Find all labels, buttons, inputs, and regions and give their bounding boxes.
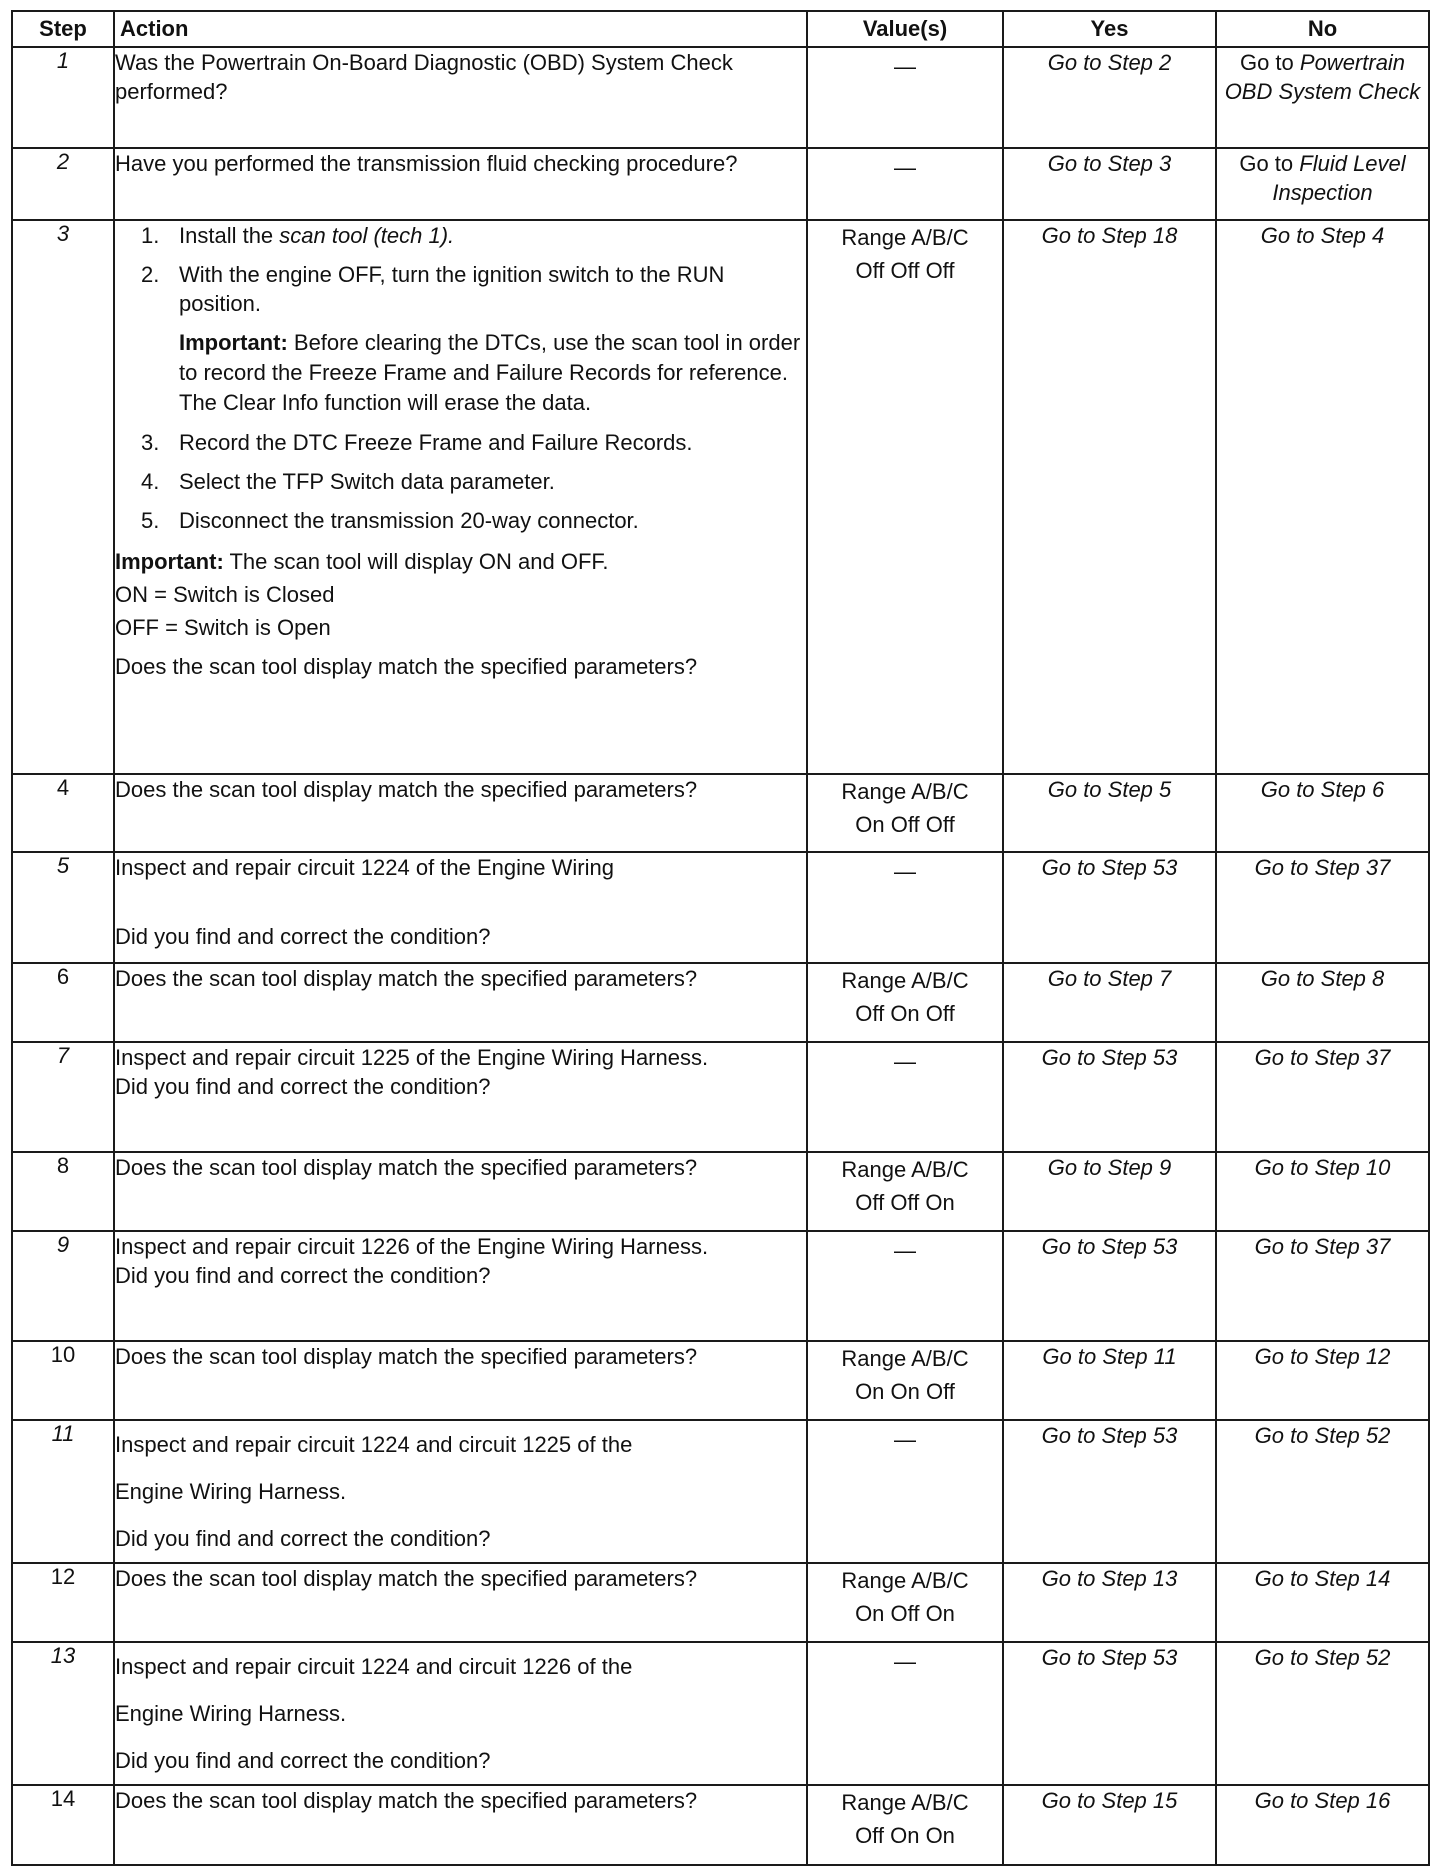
action-text: Engine Wiring Harness. <box>115 1701 347 1726</box>
value-cell: — <box>807 1042 1003 1152</box>
value-cell: — <box>807 148 1003 220</box>
step-number: 7 <box>12 1042 114 1152</box>
yes-cell: Go to Step 11 <box>1003 1341 1216 1420</box>
value-cell: Range A/B/C On On Off <box>807 1341 1003 1420</box>
table-row <box>12 963 1429 1042</box>
action-cell <box>114 1231 807 1341</box>
value-cell: Range A/B/C Off Off Off <box>807 220 1003 774</box>
step-number: 9 <box>12 1231 114 1341</box>
table-row <box>12 1785 1429 1865</box>
yes-cell: Go to Step 53 <box>1003 1231 1216 1341</box>
step-number: 8 <box>12 1152 114 1231</box>
on-definition: ON = Switch is Closed <box>115 582 335 607</box>
table-row <box>12 1642 1429 1785</box>
action-text: Engine Wiring Harness. <box>115 1479 347 1504</box>
question: Did you find and correct the condition? <box>115 1074 491 1099</box>
action-cell: Does the scan tool display match the specified parameters? <box>114 1341 807 1420</box>
no-cell: Go to Step 4 <box>1216 220 1429 774</box>
value-cell: — <box>807 47 1003 148</box>
action-cell <box>114 1042 807 1152</box>
step-number: 1 <box>12 47 114 148</box>
diagnostic-table <box>11 10 1430 1866</box>
table-row <box>12 1420 1429 1563</box>
header-no: No <box>1216 11 1429 47</box>
no-cell: Go to Step 16 <box>1216 1785 1429 1865</box>
action-cell: Does the scan tool display match the specified parameters? <box>114 1563 807 1642</box>
yes-cell: Go to Step 9 <box>1003 1152 1216 1231</box>
procedure-list <box>115 428 806 535</box>
value-cell: Range A/B/C Off On On <box>807 1785 1003 1865</box>
action-text: Inspect and repair circuit 1224 and circuit 1225 of the <box>115 1432 633 1457</box>
step-number: 12 <box>12 1563 114 1642</box>
important-note: Important: The scan tool will display ON and OFF. <box>115 549 609 574</box>
value-cell: Range A/B/C Off Off On <box>807 1152 1003 1231</box>
value-cell: — <box>807 1642 1003 1785</box>
table-row <box>12 1563 1429 1642</box>
question: Does the scan tool display match the specified parameters? <box>115 654 698 679</box>
step-number: 10 <box>12 1341 114 1420</box>
action-cell: Does the scan tool display match the specified parameters? <box>114 1785 807 1865</box>
no-cell: Go to Step 14 <box>1216 1563 1429 1642</box>
header-action: Action <box>114 11 807 47</box>
yes-cell: Go to Step 15 <box>1003 1785 1216 1865</box>
step-number: 14 <box>12 1785 114 1865</box>
off-definition: OFF = Switch is Open <box>115 615 331 640</box>
header-step: Step <box>12 11 114 47</box>
table-row <box>12 852 1429 963</box>
yes-cell: Go to Step 13 <box>1003 1563 1216 1642</box>
no-cell <box>1216 47 1429 148</box>
no-prefix: Go to <box>1239 151 1294 176</box>
no-cell: Go to Step 12 <box>1216 1341 1429 1420</box>
table-row <box>12 1152 1429 1231</box>
yes-cell: Go to Step 18 <box>1003 220 1216 774</box>
action-cell <box>114 220 807 774</box>
action-cell: Have you performed the transmission fluid checking procedure? <box>114 148 807 220</box>
no-cell: Go to Step 52 <box>1216 1420 1429 1563</box>
no-reference: Powertrain OBD System Check <box>1224 50 1421 104</box>
header-row <box>12 11 1429 47</box>
list-item: 2. With the engine OFF, turn the ignition switch to the RUN position. <box>141 262 725 316</box>
no-cell: Go to Step 52 <box>1216 1642 1429 1785</box>
question: Did you find and correct the condition? <box>115 1748 491 1773</box>
action-cell: Does the scan tool display match the specified parameters? <box>114 1152 807 1231</box>
value-cell: Range A/B/C Off On Off <box>807 963 1003 1042</box>
action-text: Inspect and repair circuit 1225 of the Engine Wiring Harness. <box>115 1045 709 1070</box>
no-prefix: Go to <box>1239 50 1294 75</box>
no-cell: Go to Step 37 <box>1216 852 1429 963</box>
question: Did you find and correct the condition? <box>115 1263 491 1288</box>
value-cell: — <box>807 1420 1003 1563</box>
value-cell: — <box>807 1231 1003 1341</box>
no-cell <box>1216 148 1429 220</box>
no-reference: Fluid Level Inspection <box>1272 151 1406 205</box>
step-number: 4 <box>12 774 114 852</box>
action-cell: Does the scan tool display match the specified parameters? <box>114 774 807 852</box>
step-number: 2 <box>12 148 114 220</box>
table-row <box>12 774 1429 852</box>
action-cell: Was the Powertrain On-Board Diagnostic (OBD) System Check performed? <box>114 47 807 148</box>
value-cell: Range A/B/C On Off On <box>807 1563 1003 1642</box>
action-text: Inspect and repair circuit 1224 and circuit 1226 of the <box>115 1654 633 1679</box>
yes-cell: Go to Step 7 <box>1003 963 1216 1042</box>
table-row <box>12 47 1429 148</box>
list-item: 4. Select the TFP Switch data parameter. <box>141 469 555 494</box>
step-number: 3 <box>12 220 114 774</box>
yes-cell: Go to Step 3 <box>1003 148 1216 220</box>
value-cell: — <box>807 852 1003 963</box>
step-number: 5 <box>12 852 114 963</box>
header-values: Value(s) <box>807 11 1003 47</box>
header-yes: Yes <box>1003 11 1216 47</box>
action-cell: Does the scan tool display match the specified parameters? <box>114 963 807 1042</box>
step-number: 13 <box>12 1642 114 1785</box>
yes-cell: Go to Step 5 <box>1003 774 1216 852</box>
list-item: 5. Disconnect the transmission 20-way connector. <box>141 508 639 533</box>
list-item: 1. Install the scan tool (tech 1). <box>141 223 455 248</box>
table-row <box>12 1042 1429 1152</box>
yes-cell: Go to Step 53 <box>1003 1642 1216 1785</box>
question: Did you find and correct the condition? <box>115 1526 491 1551</box>
no-cell: Go to Step 10 <box>1216 1152 1429 1231</box>
no-cell: Go to Step 37 <box>1216 1231 1429 1341</box>
yes-cell: Go to Step 53 <box>1003 1420 1216 1563</box>
value-cell: Range A/B/C On Off Off <box>807 774 1003 852</box>
yes-cell: Go to Step 2 <box>1003 47 1216 148</box>
list-item: 3. Record the DTC Freeze Frame and Failure Records. <box>141 430 693 455</box>
table-row <box>12 220 1429 774</box>
table-row <box>12 1341 1429 1420</box>
action-text: Inspect and repair circuit 1226 of the Engine Wiring Harness. <box>115 1234 709 1259</box>
yes-cell: Go to Step 53 <box>1003 852 1216 963</box>
action-text: Inspect and repair circuit 1224 of the Engine Wiring <box>115 855 614 880</box>
table-row <box>12 1231 1429 1341</box>
action-cell <box>114 1642 807 1785</box>
important-note: Important: Before clearing the DTCs, use the scan tool in order to record the Freeze Frame and Failure Records for reference. The Clear Info function will erase the data. <box>179 330 801 415</box>
action-cell <box>114 1420 807 1563</box>
procedure-list <box>115 221 806 318</box>
table-row <box>12 148 1429 220</box>
no-cell: Go to Step 37 <box>1216 1042 1429 1152</box>
step-number: 11 <box>12 1420 114 1563</box>
no-cell: Go to Step 6 <box>1216 774 1429 852</box>
no-cell: Go to Step 8 <box>1216 963 1429 1042</box>
question: Did you find and correct the condition? <box>115 924 491 949</box>
yes-cell: Go to Step 53 <box>1003 1042 1216 1152</box>
action-cell <box>114 852 807 963</box>
step-number: 6 <box>12 963 114 1042</box>
